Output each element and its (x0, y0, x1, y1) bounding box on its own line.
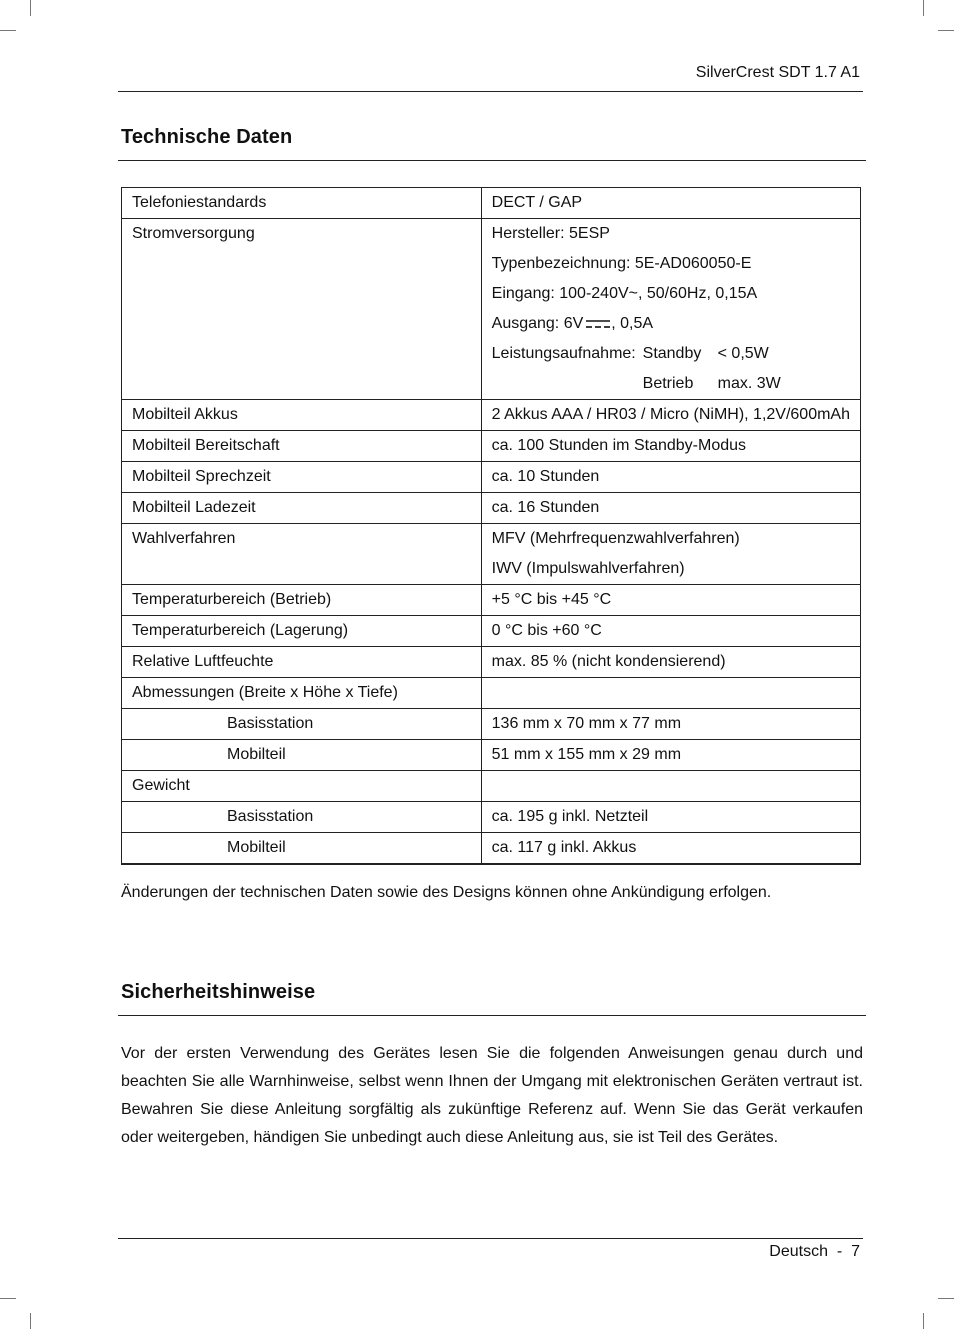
table-row (122, 802, 861, 833)
table-row (122, 833, 861, 865)
table-row (122, 771, 861, 802)
table-row (122, 616, 861, 647)
page-footer: Deutsch - 7 (769, 1243, 860, 1260)
spec-label: Relative Luftfeuchte (122, 647, 482, 678)
spec-value: ca. 195 g inkl. Netzteil (481, 802, 860, 833)
table-row (122, 647, 861, 678)
spec-label: Mobilteil Ladezeit (122, 493, 482, 524)
spec-value-empty (481, 678, 860, 709)
spec-value-line: Typenbezeichnung: 5E-AD060050-E (491, 255, 752, 272)
crop-mark (0, 30, 16, 31)
spec-value-line (492, 339, 850, 369)
crop-mark (923, 0, 924, 16)
spec-value: ca. 117 g inkl. Akkus (481, 833, 860, 865)
crop-mark (30, 0, 31, 16)
section-rule (118, 160, 866, 161)
spec-label: Mobilteil Akkus (122, 400, 482, 431)
spec-label: Mobilteil Bereitschaft (122, 431, 482, 462)
crop-mark (938, 30, 954, 31)
spec-sublabel: Basisstation (122, 709, 482, 740)
spec-value-line (492, 369, 850, 399)
spec-value: 136 mm x 70 mm x 77 mm (481, 709, 860, 740)
table-row (122, 431, 861, 462)
output-prefix: Ausgang: 6V (491, 315, 584, 332)
spec-label: Temperaturbereich (Lagerung) (122, 616, 482, 647)
footer-rule (118, 1238, 863, 1239)
spec-value: DECT / GAP (481, 188, 860, 219)
spec-value: ca. 10 Stunden (481, 462, 860, 493)
spec-value-dialing (481, 524, 860, 585)
spec-value-line: Eingang: 100-240V~, 50/60Hz, 0,15A (491, 285, 758, 302)
table-row (122, 219, 861, 400)
spec-label: Wahlverfahren (122, 524, 482, 585)
header-rule (118, 91, 863, 92)
spec-value: ca. 100 Stunden im Standby-Modus (481, 431, 860, 462)
crop-mark (0, 1298, 16, 1299)
spec-value: 2 Akkus AAA / HR03 / Micro (NiMH), 1,2V/600mAh (481, 400, 860, 431)
table-row (122, 709, 861, 740)
table-row (122, 585, 861, 616)
spec-value: +5 °C bis +45 °C (481, 585, 860, 616)
spec-value: 51 mm x 155 mm x 29 mm (481, 740, 860, 771)
operation-value: max. 3W (717, 375, 781, 392)
table-row (122, 493, 861, 524)
section-title-safety: Sicherheitshinweise (121, 981, 316, 1003)
crop-mark (30, 1313, 31, 1329)
standby-value: < 0,5W (717, 345, 769, 362)
spec-value-line: MFV (Mehrfrequenzwahlverfahren) (491, 530, 740, 547)
spec-label: Gewicht (122, 771, 482, 802)
running-header: SilverCrest SDT 1.7 A1 (695, 64, 860, 81)
table-row (122, 740, 861, 771)
spec-value-line: IWV (Impulswahlverfahren) (491, 560, 685, 577)
section-title-technical-data: Technische Daten (121, 126, 293, 148)
spec-value-empty (481, 771, 860, 802)
spec-label: Mobilteil Sprechzeit (122, 462, 482, 493)
table-row (122, 524, 861, 585)
spec-value-line (492, 309, 850, 339)
spec-label: Abmessungen (Breite x Höhe x Tiefe) (122, 678, 482, 709)
operation-label: Betrieb (642, 375, 694, 392)
spec-sublabel: Basisstation (122, 802, 482, 833)
spec-value: 0 °C bis +60 °C (481, 616, 860, 647)
standby-label: Standby (642, 345, 702, 362)
table-row (122, 678, 861, 709)
spec-label: Telefoniestandards (122, 188, 482, 219)
spec-value-power-supply (481, 219, 860, 400)
safety-paragraph: Vor der ersten Verwendung des Gerätes lesen Sie die folgenden Anweisungen genau durch und beachten Sie alle Warnhinweise, selbst wenn Ihnen der Umgang mit elektronischen Geräten vertraut ist. Bewahren Sie diese Anleitung sorgfältig als zukünftige Referenz auf. Wenn Sie das Gerät verkaufen oder weitergeben, händigen Sie unbedingt auch diese Anleitung aus, sie ist Teil des Gerätes. (121, 1045, 863, 1146)
table-row (122, 400, 861, 431)
table-row (122, 462, 861, 493)
spec-value-line: Hersteller: 5ESP (491, 225, 610, 242)
spec-sublabel: Mobilteil (122, 740, 482, 771)
spec-sublabel: Mobilteil (122, 833, 482, 865)
table-row (122, 188, 861, 219)
spec-value: ca. 16 Stunden (481, 493, 860, 524)
dc-current-icon (586, 319, 610, 329)
crop-mark (938, 1298, 954, 1299)
spec-label: Stromversorgung (122, 219, 482, 400)
crop-mark (923, 1313, 924, 1329)
spec-label: Temperaturbereich (Betrieb) (122, 585, 482, 616)
output-suffix: , 0,5A (611, 315, 654, 332)
section-rule (118, 1015, 866, 1016)
power-consumption-label: Leistungsaufnahme: (491, 345, 636, 362)
spec-value: max. 85 % (nicht kondensierend) (481, 647, 860, 678)
spec-table (121, 187, 861, 865)
change-notice: Änderungen der technischen Daten sowie des Designs können ohne Ankündigung erfolgen. (121, 884, 772, 901)
